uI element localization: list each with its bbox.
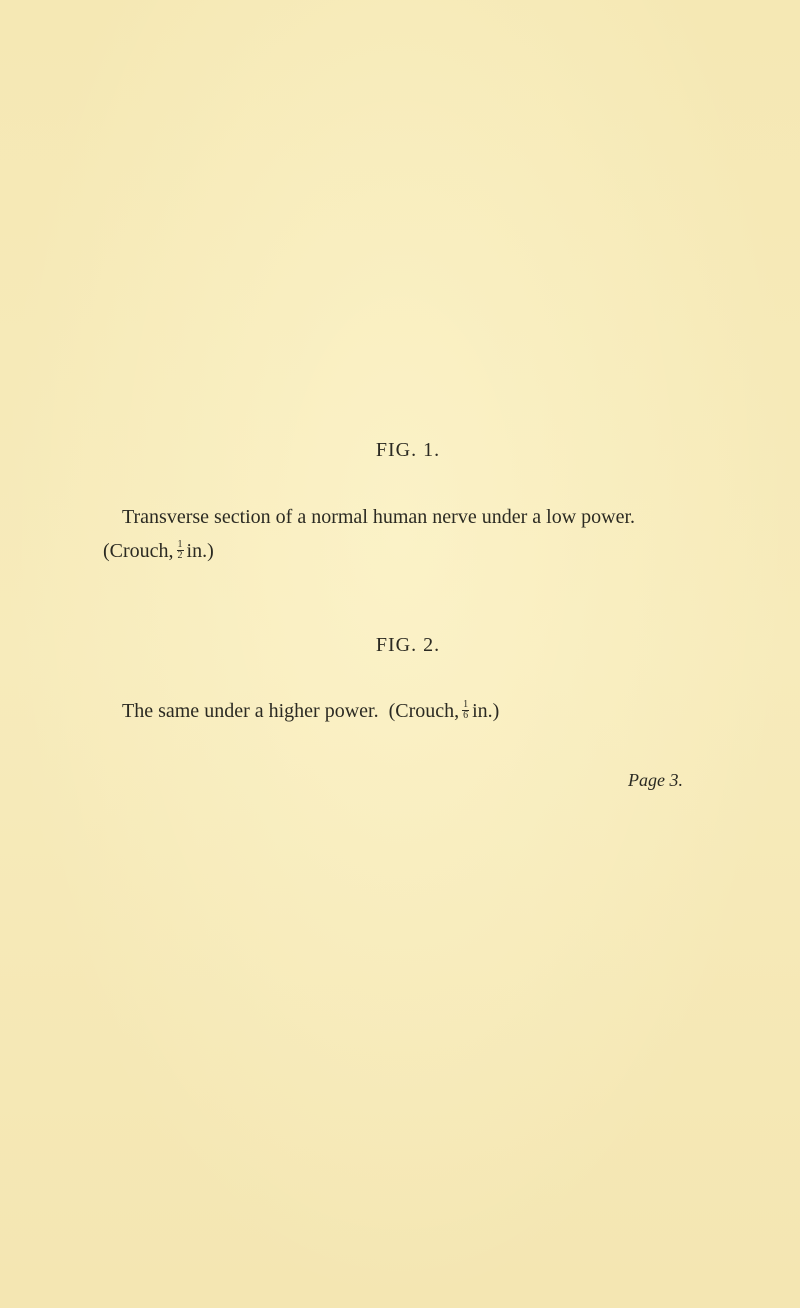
fig-1-caption-unit: in.): [186, 540, 214, 562]
fig-2-fraction-numerator: 1: [463, 698, 469, 710]
fig-1-caption-line-2: [103, 540, 214, 563]
fig-2-caption-unit: in.): [472, 700, 500, 722]
page-number: Page 3.: [628, 770, 683, 790]
fig-2-fraction-denominator: 6: [463, 709, 469, 721]
fig-1-magnification-fraction: [177, 540, 184, 561]
fig-2-caption-text: The same under a higher power. (Crouch,: [122, 700, 460, 722]
fig-2-magnification-fraction: [462, 700, 469, 721]
fig-2-heading: FIG. 2.: [375, 634, 441, 656]
fig-2-caption: [122, 700, 499, 723]
fig-1-caption-line-1: Transverse section of a normal human nerve under a low power.: [122, 506, 636, 528]
fig-1-heading: FIG. 1.: [375, 439, 441, 461]
fig-1-fraction-numerator: 1: [177, 538, 183, 550]
fig-1-fraction-denominator: 2: [177, 549, 183, 561]
fig-1-caption-source: (Crouch,: [103, 540, 174, 562]
